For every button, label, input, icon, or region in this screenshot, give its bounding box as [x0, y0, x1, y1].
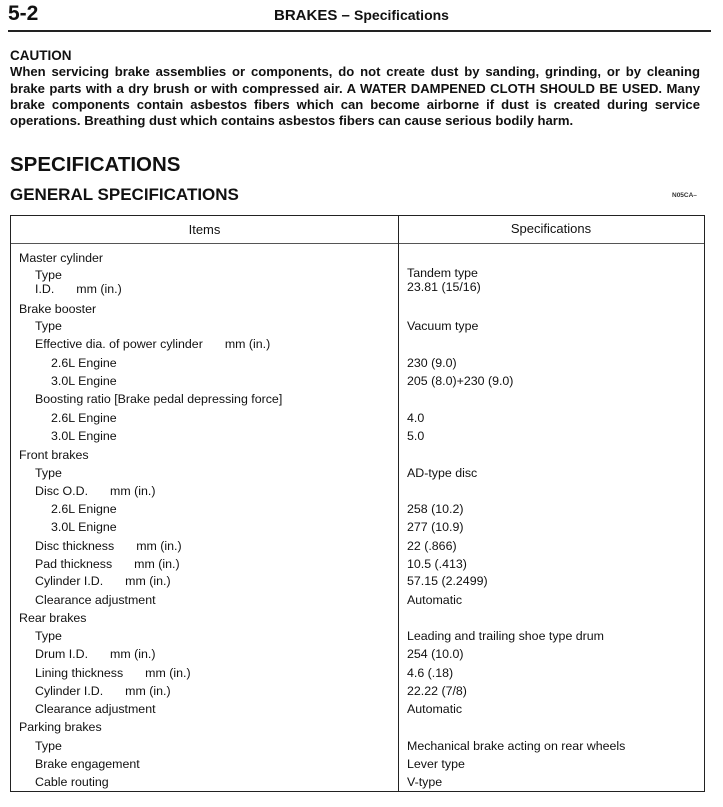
row-item-label: [35, 701, 156, 717]
row-spec-value: 230 (9.0): [407, 356, 457, 370]
table-row: [11, 556, 704, 574]
row-spec-value: Mechanical brake acting on rear wheels: [407, 739, 626, 753]
table-row: [11, 665, 704, 683]
row-spec-value: 277 (10.9): [407, 520, 464, 534]
item-name: 2.6L Enigne: [51, 502, 117, 516]
item-unit: mm (in.): [125, 574, 171, 588]
item-name: Brake engagement: [35, 757, 140, 771]
table-row: [11, 410, 704, 428]
item-name: Effective dia. of power cylinder: [35, 337, 203, 351]
item-name: Clearance adjustment: [35, 702, 156, 716]
row-item-label: [19, 250, 103, 266]
row-spec-value: Tandem type: [407, 266, 478, 280]
item-name: Front brakes: [19, 448, 89, 462]
row-item-label: [51, 355, 117, 371]
caution-body: When servicing brake assemblies or components, do not create dust by sanding, grinding, or by cleaning brake parts with a dry brush or with compressed air. A WATER DAMPENED CLOTH SHOULD BE USED. Many brake components contain asbestos fibers which can become airborne if dust is created during service operations. Breathing dust which contains asbestos fibers can cause serious bodily harm.: [10, 64, 700, 129]
table-row: [11, 250, 704, 268]
row-spec-value: 258 (10.2): [407, 502, 464, 516]
item-name: 3.0L Enigne: [51, 520, 117, 534]
row-item-label: [35, 774, 109, 790]
table-row: [11, 281, 704, 299]
row-spec-value: Vacuum type: [407, 319, 479, 333]
row-item-label: [35, 336, 270, 352]
table-row: [11, 592, 704, 610]
item-unit: mm (in.): [110, 484, 156, 498]
table-row: [11, 336, 704, 354]
table-row: [11, 447, 704, 465]
table-row: [11, 428, 704, 446]
row-item-label: [19, 447, 89, 463]
item-name: 3.0L Engine: [51, 429, 117, 443]
row-spec-value: 4.0: [407, 411, 425, 425]
row-item-label: [35, 483, 155, 499]
row-spec-value: 22 (.866): [407, 539, 457, 553]
item-unit: mm (in.): [76, 282, 122, 296]
item-name: Lining thickness: [35, 666, 124, 680]
item-unit: mm (in.): [110, 647, 156, 661]
item-name: Disc thickness: [35, 539, 115, 553]
row-spec-value: 5.0: [407, 429, 425, 443]
table-row: [11, 701, 704, 719]
item-name: Parking brakes: [19, 720, 102, 734]
table-row: [11, 756, 704, 774]
row-item-label: [51, 501, 117, 517]
table-row: [11, 738, 704, 756]
row-spec-value: Lever type: [407, 757, 465, 771]
running-title: BRAKES: [274, 7, 338, 24]
table-row: [11, 683, 704, 701]
running-separator: –: [337, 7, 355, 24]
item-name: Pad thickness: [35, 557, 113, 571]
table-row: [11, 538, 704, 556]
row-item-label: [51, 373, 117, 389]
caution-title: CAUTION: [10, 48, 72, 63]
table-row: [11, 318, 704, 336]
item-unit: mm (in.): [125, 684, 171, 698]
row-spec-value: V-type: [407, 775, 443, 789]
specifications-table: [10, 215, 705, 792]
row-item-label: [51, 519, 117, 535]
table-row: [11, 774, 704, 792]
table-row: [11, 355, 704, 373]
subsection-title: GENERAL SPECIFICATIONS: [10, 185, 239, 204]
row-item-label: [35, 646, 155, 662]
item-unit: mm (in.): [145, 666, 191, 680]
item-name: 2.6L Engine: [51, 411, 117, 425]
column-header-items: Items: [188, 222, 221, 237]
row-item-label: [35, 628, 62, 644]
item-name: Brake booster: [19, 302, 97, 316]
row-spec-value: AD-type disc: [407, 466, 478, 480]
row-spec-value: 10.5 (.413): [407, 557, 467, 571]
row-item-label: [51, 410, 117, 426]
row-item-label: [19, 301, 96, 317]
table-row: [11, 628, 704, 646]
row-item-label: [35, 318, 62, 334]
row-spec-value: 254 (10.0): [407, 647, 464, 661]
item-name: Type: [35, 629, 62, 643]
running-header: [0, 7, 723, 24]
row-spec-value: 57.15 (2.2499): [407, 574, 488, 588]
section-title: SPECIFICATIONS: [10, 153, 181, 176]
item-unit: mm (in.): [224, 337, 271, 351]
row-item-label: [35, 465, 62, 481]
item-name: Type: [35, 319, 62, 333]
row-item-label: [35, 738, 62, 754]
item-name: I.D.: [35, 282, 55, 296]
row-spec-value: Leading and trailing shoe type drum: [407, 629, 605, 643]
item-unit: mm (in.): [136, 539, 182, 553]
column-header-specifications: Specifications: [510, 221, 592, 236]
header-rule: [8, 30, 711, 32]
item-name: Type: [35, 466, 62, 480]
item-name: Disc O.D.: [35, 484, 89, 498]
table-row: [11, 301, 704, 319]
item-name: Rear brakes: [19, 611, 87, 625]
row-spec-value: Automatic: [407, 702, 463, 716]
row-item-label: [35, 281, 122, 297]
page-number: 5-2: [8, 2, 39, 25]
table-row: [11, 610, 704, 628]
item-name: 2.6L Engine: [51, 356, 117, 370]
table-header-row: [11, 216, 704, 244]
table-row: [11, 719, 704, 737]
item-name: Drum I.D.: [35, 647, 89, 661]
row-item-label: [35, 665, 191, 681]
row-item-label: [19, 610, 87, 626]
table-row: [11, 483, 704, 501]
row-item-label: [35, 756, 140, 772]
table-row: [11, 373, 704, 391]
item-name: Clearance adjustment: [35, 593, 156, 607]
row-spec-value: 4.6 (.18): [407, 666, 454, 680]
item-name: Cylinder I.D.: [35, 574, 104, 588]
row-spec-value: 205 (8.0)+230 (9.0): [407, 374, 514, 388]
row-spec-value: 23.81 (15/16): [407, 280, 481, 294]
row-item-label: [19, 719, 102, 735]
item-name: Type: [35, 739, 62, 753]
table-row: [11, 501, 704, 519]
item-unit: mm (in.): [134, 557, 180, 571]
row-spec-value: Automatic: [407, 593, 463, 607]
row-item-label: [51, 428, 117, 444]
row-item-label: [35, 391, 282, 407]
table-row: [11, 646, 704, 664]
row-item-label: [35, 556, 180, 572]
running-subtitle: Specifications: [354, 7, 449, 23]
table-row: [11, 391, 704, 409]
row-spec-value: 22.22 (7/8): [407, 684, 467, 698]
table-row: [11, 465, 704, 483]
row-item-label: [35, 538, 182, 554]
item-name: Cable routing: [35, 775, 109, 789]
item-name: Cylinder I.D.: [35, 684, 104, 698]
table-row: [11, 573, 704, 591]
item-name: Type: [35, 268, 62, 282]
caution-block: [10, 48, 700, 129]
row-item-label: [35, 683, 171, 699]
item-name: 3.0L Engine: [51, 374, 117, 388]
document-code-tag: N05CA–: [672, 192, 697, 199]
table-row: [11, 519, 704, 537]
item-name: Master cylinder: [19, 251, 104, 265]
row-item-label: [35, 592, 156, 608]
row-item-label: [35, 573, 171, 589]
item-name: Boosting ratio [Brake pedal depressing force]: [35, 392, 283, 406]
